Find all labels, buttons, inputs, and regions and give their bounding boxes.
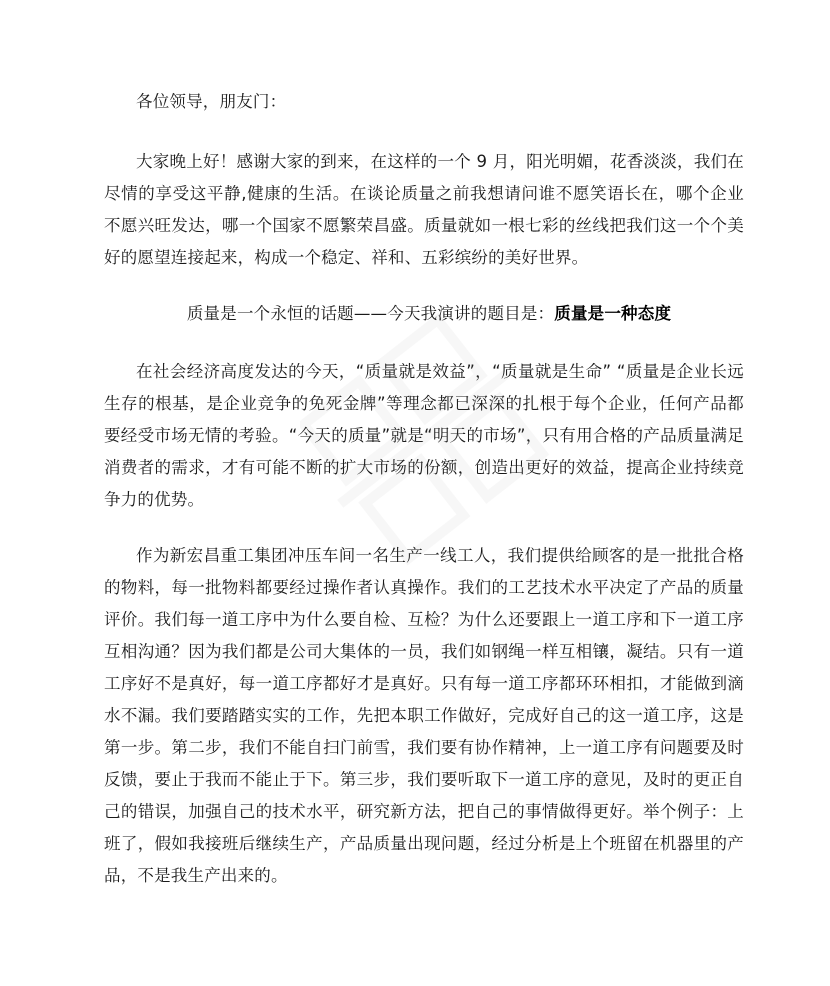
document-body (104, 86, 744, 916)
opening-paragraph: 大家晚上好！感谢大家的到来，在这样的一个 9 月，阳光明媚，花香淡淡，我们在尽情的享受这平静,健康的生活。在谈论质量之前我想请问谁不愿笑语长在，哪个企业不愿兴旺发达，哪一个国家不愿繁荣昌盛。质量就如一根七彩的丝线把我们这一个个美好的愿望连接起来，构成一个稳定、祥和、五彩缤纷的美好世界。 (104, 152, 744, 267)
salutation: 各位领导，朋友门： (136, 92, 287, 111)
body-paragraph-2: 作为新宏昌重工集团冲压车间一名生产一线工人，我们提供给顾客的是一批批合格的物料，每一批物料都要经过操作者认真操作。我们的工艺技术水平决定了产品的质量评价。我们每一道工序中为什么要自检、互检？为什么还要跟上一道工序和下一道工序互相沟通？因为我们都是公司大集体的一员，我们如钢绳一样互相镶，凝结。只有一道工序好不是真好，每一道工序都好才是真好。只有每一道工序都环环相扣，才能做到滴水不漏。我们要踏踏实实的工作，先把本职工作做好，完成好自己的这一道工序，这是第一步。第二步，我们不能自扫门前雪，我们要有协作精神，上一道工序有问题要及时反馈，要止于我而不能止于下。第三步，我们要听取下一道工序的意见，及时的更正自己的错误，加强自己的技术水平，研究新方法，把自己的事情做得更好。举个例子：上班了，假如我接班后继续生产，产品质量出现问题，经过分析是上个班留在机器里的产品，不是我生产出来的。 (104, 546, 744, 885)
speech-headline (104, 298, 744, 330)
speech-title: 质量是一种态度 (554, 304, 672, 323)
headline-prefix: 质量是一个永恒的话题——今天我演讲的题目是： (186, 304, 555, 323)
body-paragraph-1: 在社会经济高度发达的今天，“质量就是效益”，“质量就是生命” “质量是企业长远生存的根基，是企业竞争的免死金牌”等理念都已深深的扎根于每个企业，任何产品都要经受市场无情的考验。“今天的质量”就是“明天的市场”，只有用合格的产品质量满足消费者的需求，才有可能不断的扩大市场的份额，创造出更好的效益，提高企业持续竞争力的优势。 (104, 362, 744, 509)
